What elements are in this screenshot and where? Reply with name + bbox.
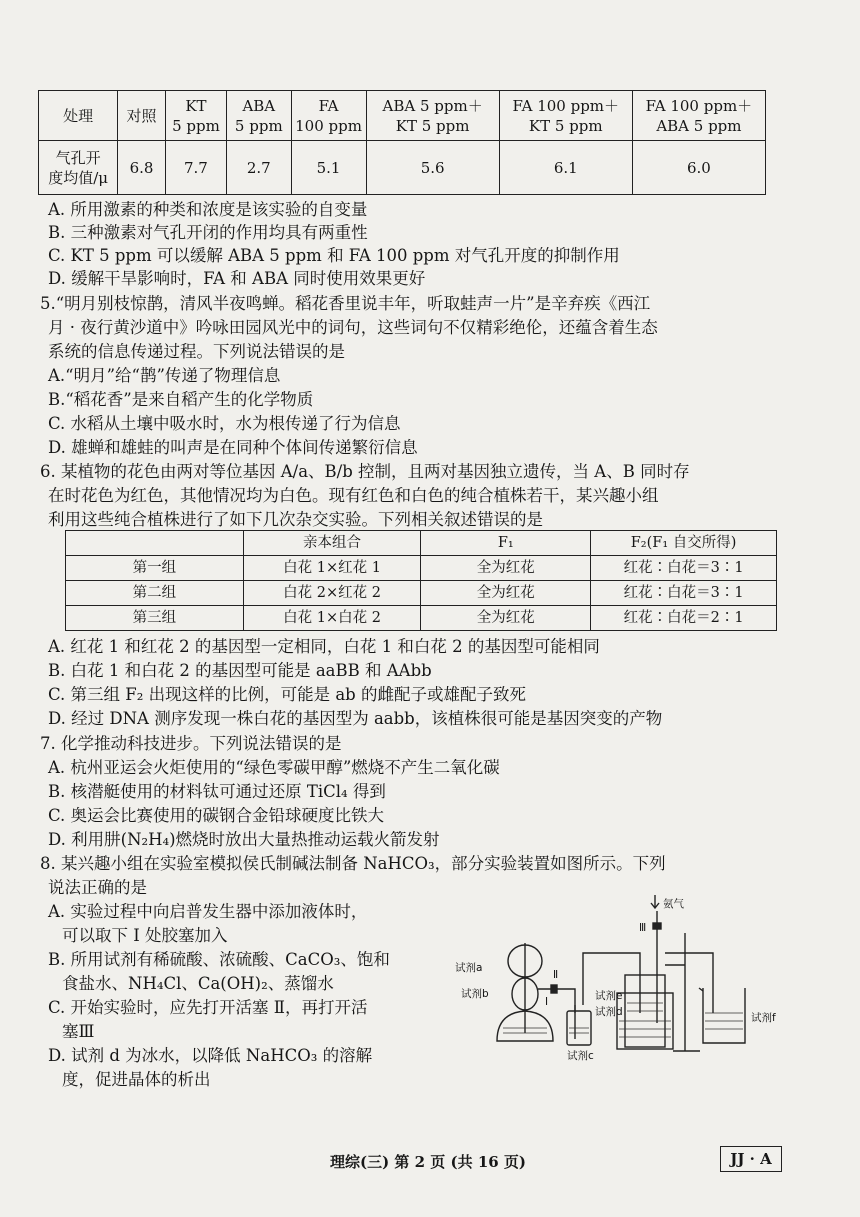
table-cell: 6.1	[499, 141, 632, 195]
table-cell: ABA 5 ppm＋ KT 5 ppm	[366, 91, 499, 141]
table-cell: 白花 1×白花 2	[243, 606, 421, 631]
q7-option-b: B. 核潜艇使用的材料钛可通过还原 TiCl₄ 得到	[48, 782, 386, 801]
q7-option-a: A. 杭州亚运会火炬使用的“绿色零碳甲醇”燃烧不产生二氧化碳	[48, 758, 500, 777]
label-reagent-f: 试剂f	[751, 1012, 776, 1024]
table-cell: FA 100 ppm＋ KT 5 ppm	[499, 91, 632, 141]
apparatus-diagram	[455, 893, 785, 1063]
table-header-row	[39, 91, 766, 141]
cross-table	[65, 530, 777, 631]
q4-option-b: B. 三种激素对气孔开闭的作用均具有两重性	[48, 223, 368, 242]
table-cell: 2.7	[227, 141, 291, 195]
label-reagent-a: 试剂a	[455, 962, 483, 974]
q6-stem-line: 利用这些纯合植株进行了如下几次杂交实验。下列相关叙述错误的是	[48, 510, 543, 529]
table-cell: 第二组	[66, 581, 244, 606]
q5-option-b: B.“稻花香”是来自稻产生的化学物质	[48, 390, 314, 409]
valve-3	[653, 923, 661, 929]
q6-option-b: B. 白花 1 和白花 2 的基因型可能是 aaBB 和 AAbb	[48, 661, 432, 680]
q8-option-b: B. 所用试剂有稀硫酸、浓硫酸、CaCO₃、饱和	[48, 950, 390, 969]
label-valve-2: Ⅱ	[553, 969, 559, 981]
table-cell: F₂(F₁ 自交所得)	[591, 531, 777, 556]
table-cell: 红花∶白花＝3∶1	[591, 556, 777, 581]
q4-option-c: C. KT 5 ppm 可以缓解 ABA 5 ppm 和 FA 100 ppm 对气孔开度的抑制作用	[48, 246, 620, 265]
q5-option-a: A.“明月”给“鹊”传递了物理信息	[48, 366, 281, 385]
label-reagent-c: 试剂c	[567, 1050, 594, 1062]
q6-option-d: D. 经过 DNA 测序发现一株白花的基因型为 aabb，该植株很可能是基因突变的产物	[48, 709, 663, 728]
q4-option-d: D. 缓解干旱影响时，FA 和 ABA 同时使用效果更好	[48, 269, 426, 288]
q4-option-a: A. 所用激素的种类和浓度是该实验的自变量	[48, 200, 368, 219]
label-valve-1: Ⅰ	[545, 996, 549, 1008]
table-row	[39, 141, 766, 195]
q7-option-d: D. 利用肼(N₂H₄)燃烧时放出大量热推动运载火箭发射	[48, 830, 440, 849]
q5-stem-line: 系统的信息传递过程。下列说法错误的是	[48, 342, 345, 361]
table-cell: ABA 5 ppm	[227, 91, 291, 141]
table-row	[66, 556, 777, 581]
table-cell: FA 100 ppm＋ ABA 5 ppm	[632, 91, 765, 141]
q5-option-c: C. 水稻从土壤中吸水时，水为根传递了行为信息	[48, 414, 401, 433]
table-cell: 亲本组合	[243, 531, 421, 556]
q6-stem-line: 在时花色为红色，其他情况均为白色。现有红色和白色的纯合植株若干，某兴趣小组	[48, 486, 659, 505]
table-cell: 全为红花	[421, 556, 591, 581]
exam-code-badge: JJ · A	[720, 1146, 782, 1172]
table-row	[66, 581, 777, 606]
q8-option-c: C. 开始实验时，应先打开活塞 Ⅱ，再打开活	[48, 998, 368, 1017]
hormone-table	[38, 90, 766, 195]
table-cell: 全为红花	[421, 606, 591, 631]
table-cell: 第一组	[66, 556, 244, 581]
label-reagent-e: 试剂e	[595, 990, 623, 1002]
q5-stem-line: 5.“明月别枝惊鹊，清风半夜鸣蝉。稻花香里说丰年，听取蛙声一片”是辛弃疾《西江	[40, 294, 651, 313]
q8-stem-line: 8. 某兴趣小组在实验室模拟侯氏制碱法制备 NaHCO₃，部分实验装置如图所示。下列	[40, 854, 666, 873]
q8-option-d: D. 试剂 d 为冰水，以降低 NaHCO₃ 的溶解	[48, 1046, 373, 1065]
beaker-f	[703, 988, 745, 1043]
table-cell: 5.1	[291, 141, 366, 195]
table-cell: 6.0	[632, 141, 765, 195]
page-footer: 理综(三) 第 2 页 (共 16 页)	[330, 1153, 527, 1171]
q8-option-d-cont: 度，促进晶体的析出	[62, 1070, 211, 1089]
table-cell: F₁	[421, 531, 591, 556]
table-cell: 全为红花	[421, 581, 591, 606]
q8-option-a-cont: 可以取下 Ⅰ 处胶塞加入	[62, 926, 228, 945]
table-cell: 处理	[39, 91, 118, 141]
q8-option-b-cont: 食盐水、NH₄Cl、Ca(OH)₂、蒸馏水	[62, 974, 334, 993]
label-reagent-b: 试剂b	[461, 988, 489, 1000]
table-row	[66, 606, 777, 631]
label-valve-3: Ⅲ	[639, 922, 647, 934]
table-cell: 红花∶白花＝3∶1	[591, 581, 777, 606]
table-cell: 对照	[118, 91, 166, 141]
label-ammonia: 氨气	[663, 898, 684, 910]
table-header-row	[66, 531, 777, 556]
table-cell: 6.8	[118, 141, 166, 195]
q6-option-c: C. 第三组 F₂ 出现这样的比例，可能是 ab 的雌配子或雄配子致死	[48, 685, 526, 704]
label-reagent-d: 试剂d	[595, 1006, 623, 1018]
q8-option-a: A. 实验过程中向启普发生器中添加液体时，	[48, 902, 368, 921]
q8-option-c-cont: 塞Ⅲ	[62, 1022, 95, 1041]
row-label: 气孔开 度均值/μ	[39, 141, 118, 195]
q8-stem-line: 说法正确的是	[48, 878, 147, 897]
table-cell	[66, 531, 244, 556]
q6-stem-line: 6. 某植物的花色由两对等位基因 A/a、B/b 控制，且两对基因独立遗传，当 A、B 同时存	[40, 462, 690, 481]
table-cell: 白花 2×红花 2	[243, 581, 421, 606]
table-cell: 7.7	[165, 141, 226, 195]
table-cell: 白花 1×红花 1	[243, 556, 421, 581]
table-cell: 5.6	[366, 141, 499, 195]
q5-option-d: D. 雄蝉和雄蛙的叫声是在同种个体间传递繁衍信息	[48, 438, 418, 457]
valve-2	[551, 985, 557, 993]
table-cell: 红花∶白花＝2∶1	[591, 606, 777, 631]
table-cell: 第三组	[66, 606, 244, 631]
q6-option-a: A. 红花 1 和红花 2 的基因型一定相同，白花 1 和白花 2 的基因型可能相同	[48, 637, 600, 656]
q7-stem: 7. 化学推动科技进步。下列说法错误的是	[40, 734, 342, 753]
table-cell: FA 100 ppm	[291, 91, 366, 141]
q5-stem-line: 月 · 夜行黄沙道中》吟咏田园风光中的词句，这些词句不仅精彩绝伦，还蕴含着生态	[48, 318, 658, 337]
q7-option-c: C. 奥运会比赛使用的碳钢合金铅球硬度比铁大	[48, 806, 385, 825]
table-cell: KT 5 ppm	[165, 91, 226, 141]
